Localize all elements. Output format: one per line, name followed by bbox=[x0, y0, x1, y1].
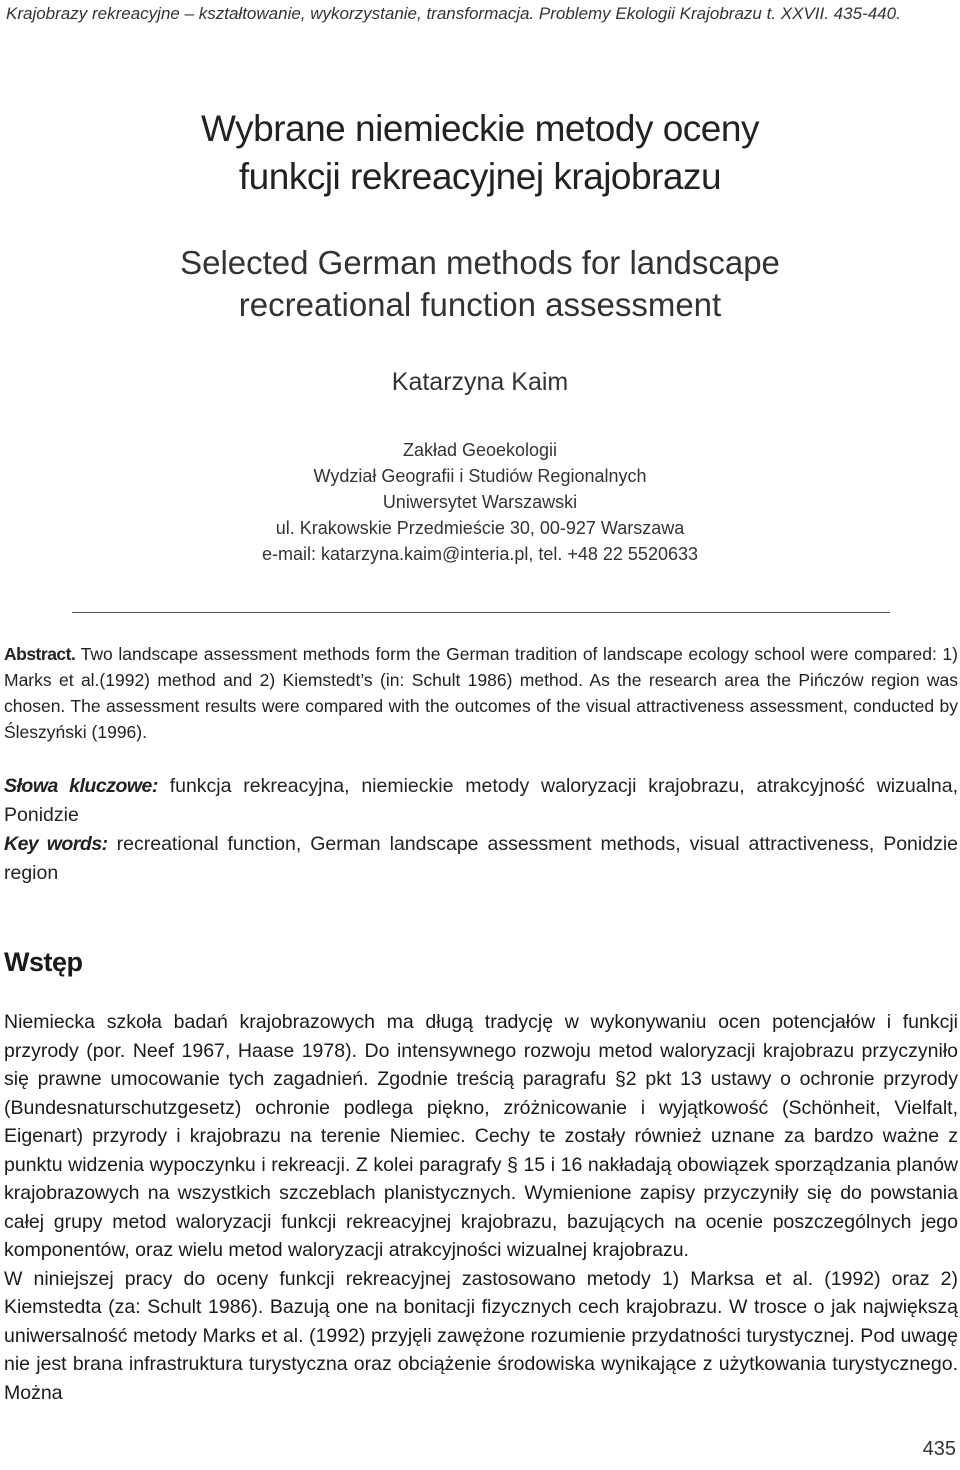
author-name: Katarzyna Kaim bbox=[391, 368, 569, 396]
title-english-line-1: Selected German methods for landscape bbox=[180, 244, 780, 281]
separator-rule bbox=[72, 612, 890, 613]
keywords-polish-text: funkcja rekreacyjna, niemieckie metody waloryzacji krajobrazu, atrakcyjność wizualna, Ponidzie bbox=[4, 775, 958, 826]
affiliation-faculty: Wydział Geografii i Studiów Regionalnych bbox=[313, 466, 647, 486]
section-heading: Wstęp bbox=[4, 947, 83, 977]
title-english-line-2: recreational function assessment bbox=[238, 286, 722, 323]
keywords-english-label: Key words: bbox=[4, 833, 108, 855]
affiliation bbox=[0, 437, 960, 567]
keywords-english bbox=[4, 830, 958, 888]
title-polish-line-1: Wybrane niemieckie metody oceny bbox=[201, 108, 759, 149]
body-text bbox=[4, 1008, 958, 1407]
affiliation-address: ul. Krakowskie Przedmieście 30, 00-927 Warszawa bbox=[275, 518, 685, 538]
affiliation-department: Zakład Geoekologii bbox=[402, 440, 558, 460]
keywords-english-text: recreational function, German landscape assessment methods, visual attractiveness, Ponidzie region bbox=[4, 833, 959, 884]
abstract-text: Two landscape assessment methods form the German tradition of landscape ecology school were compared: 1) Marks et al.(1992) method and 2) Kiemstedt’s (in: Schult 1986) method. As the research area the Pińczów region was chosen. The assessment results were compared with the outcomes of the visual attractiveness assessment, conducted by Śleszyński (1996). bbox=[4, 644, 958, 742]
page-number: 435 bbox=[922, 1438, 956, 1460]
body-paragraph-1: Niemiecka szkoła badań krajobrazowych ma długą tradycję w wykonywaniu ocen potencjałów i funkcji przyrody (por. Neef 1967, Haase 1978). Do intensywnego rozwoju metod waloryzacji krajobrazu przyczyniło się prawne umocowanie tych zagadnień. Zgodnie treścią paragrafu §2 pkt 13 ustawy o ochronie przyrody (Bundesnaturschutzgesetz) ochronie podlega piękno, zróżnicowanie i wyjątkowość (Schönheit, Vielfalt, Eigenart) przyrody i krajobrazu na terenie Niemiec. Cechy te zostały również uznane za bardzo ważne z punktu widzenia wypoczynku i rekreacji. Z kolei paragrafy § 15 i 16 nakładają obowiązek sporządzania planów krajobrazowych na wszystkich szczeblach planistycznych. Wymienione zapisy przyczyniły się do powstania całej grupy metod waloryzacji funkcji rekreacyjnej krajobrazu, bazujących na ocenie poszczególnych jego komponentów, oraz wielu metod waloryzacji atrakcyjności wizualnej krajobrazu. bbox=[4, 1011, 958, 1261]
title-polish bbox=[0, 105, 960, 201]
affiliation-contact: e-mail: katarzyna.kaim@interia.pl, tel. +48 22 5520633 bbox=[261, 544, 698, 564]
title-english bbox=[0, 242, 960, 326]
title-polish-line-2: funkcji rekreacyjnej krajobrazu bbox=[238, 156, 722, 197]
running-head: Krajobrazy rekreacyjne – kształtowanie, wykorzystanie, transformacja. Problemy Ekologii Krajobrazu t. XXVII. 435-440. bbox=[6, 4, 901, 23]
affiliation-university: Uniwersytet Warszawski bbox=[382, 492, 578, 512]
abstract bbox=[4, 641, 958, 745]
body-paragraph-2: W niniejszej pracy do oceny funkcji rekreacyjnej zastosowano metody 1) Marksa et al. (1992) oraz 2) Kiemstedta (za: Schult 1986). Bazują one na bonitacji fizycznych cech krajobrazu. W trosce o jak największą uniwersalność metody Marks et al. (1992) przyjęli zawężone rozumienie przydatności turystycznej. Pod uwagę nie jest brana infrastruktura turystyczna oraz obciążenie środowiska wynikające z użytkowania turystycznego. Można bbox=[4, 1267, 958, 1404]
keywords-block bbox=[4, 772, 958, 888]
keywords-polish-label: Słowa kluczowe: bbox=[4, 775, 158, 797]
abstract-label: Abstract. bbox=[4, 644, 76, 664]
keywords-polish bbox=[4, 772, 958, 830]
